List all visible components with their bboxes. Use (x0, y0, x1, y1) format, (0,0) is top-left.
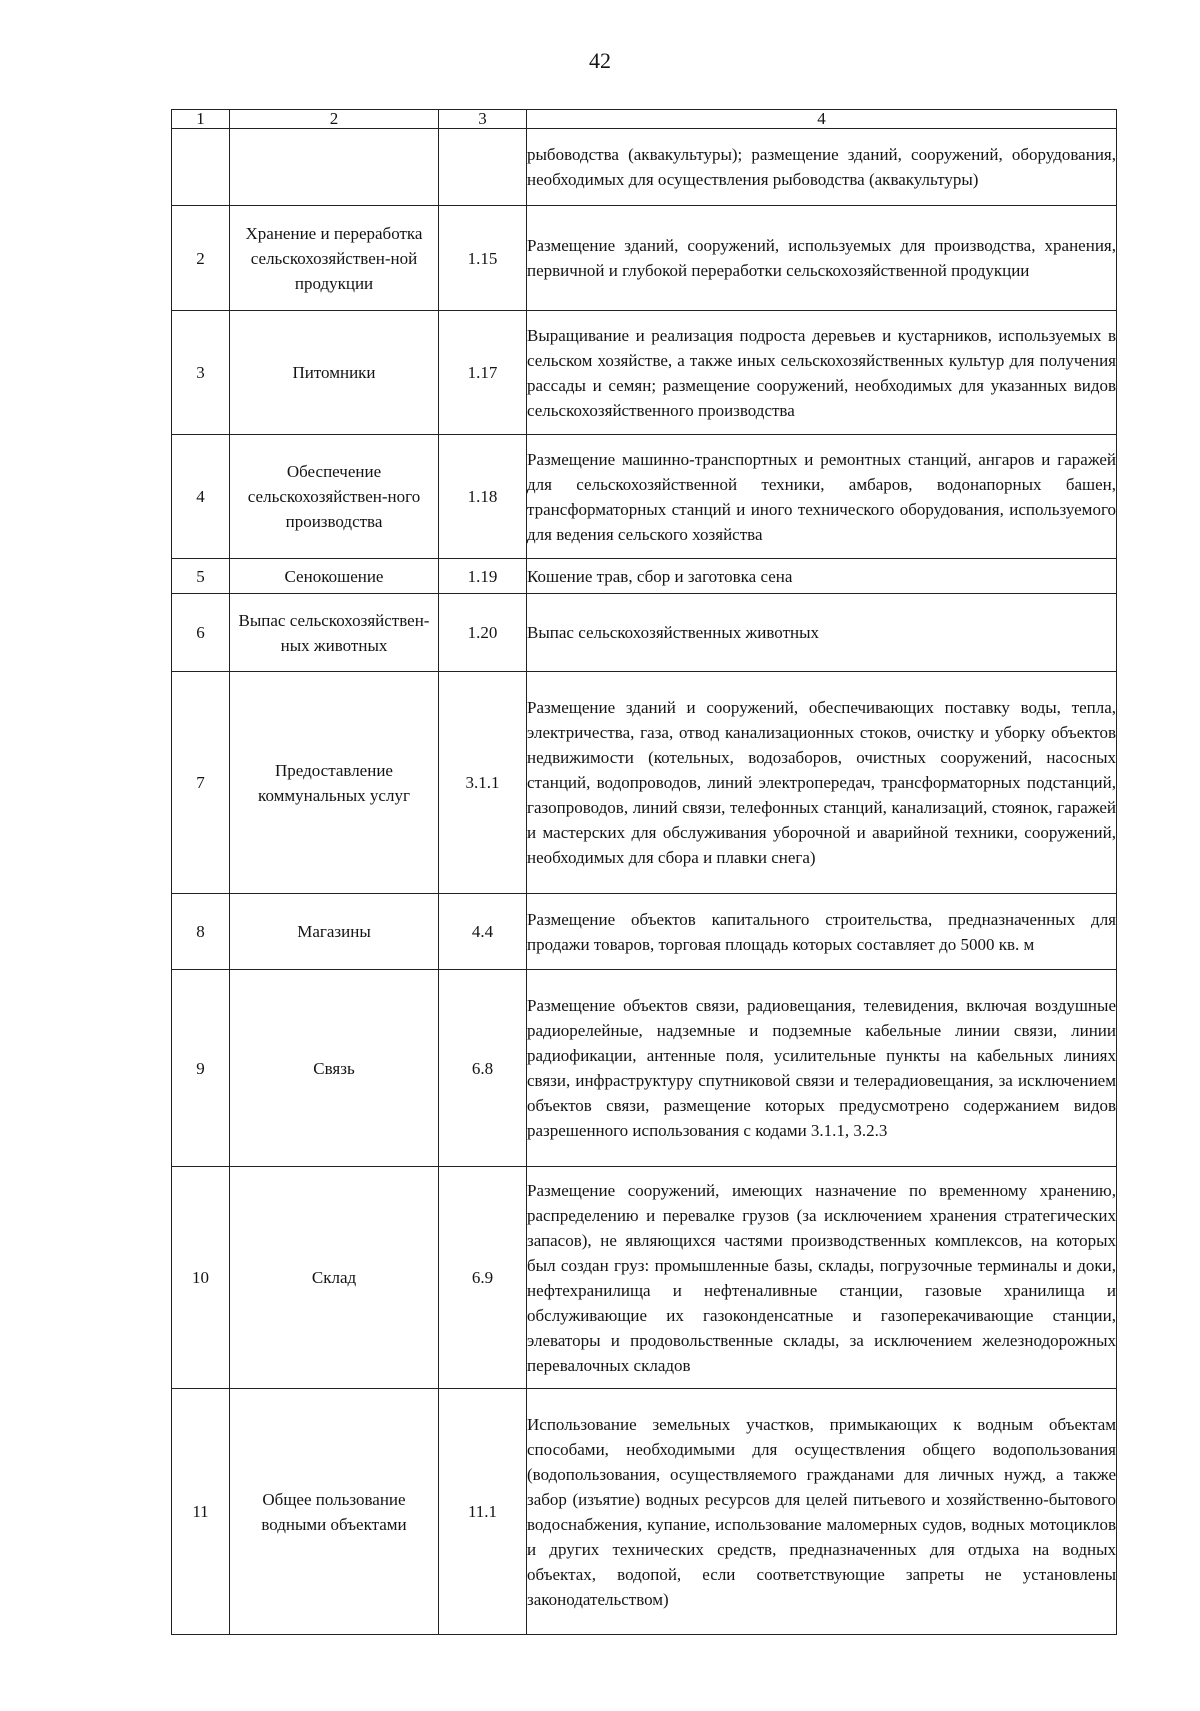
table-row (172, 594, 1117, 672)
page-number: 42 (589, 48, 611, 73)
use-type-code: 3.1.1 (439, 672, 527, 894)
row-number: 7 (172, 672, 230, 894)
use-type-code: 6.8 (439, 970, 527, 1167)
use-type-description: Размещение объектов связи, радиовещания, телевидения, включая воздушные радиорелейные, надземные и подземные кабельные линии связи, линии радиофикации, антенные поля, усилительные пункты на кабельных линиях связи, инфраструктуру спутниковой связи и телерадиовещания, за исключением объектов связи, размещение которых предусмотрено содержанием видов разрешенного использования с кодами 3.1.1, 3.2.3 (527, 970, 1117, 1167)
row-number: 9 (172, 970, 230, 1167)
use-type-description: Выращивание и реализация подроста деревьев и кустарников, используемых в сельском хозяйстве, а также иных сельскохозяйственных культур для получения рассады и семян; размещение сооружений, необходимых для указанных видов сельскохозяйственного производства (527, 311, 1117, 435)
row-number: 2 (172, 206, 230, 311)
use-type-name: Выпас сельскохозяйствен-ных животных (230, 594, 439, 672)
row-number: 10 (172, 1167, 230, 1389)
use-type-name: Склад (230, 1167, 439, 1389)
use-type-description: Использование земельных участков, примыкающих к водным объектам способами, необходимыми для осуществления общего водопользования (водопользования, осуществляемого гражданами для личных нужд, а также забор (изъятие) водных ресурсов для целей питьевого и хозяйственно-бытового водоснабжения, купание, использование маломерных судов, водных мотоциклов и других технических средств, предназначенных для отдыха на водных объектах, водопой, если соответствующие запреты не установлены законодательством) (527, 1389, 1117, 1635)
land-use-table (171, 109, 1117, 1635)
use-type-name: Общее пользование водными объектами (230, 1389, 439, 1635)
row-number: 6 (172, 594, 230, 672)
use-type-description: Размещение машинно-транспортных и ремонтных станций, ангаров и гаражей для сельскохозяйственной техники, амбаров, водонапорных башен, трансформаторных станций и иного технического оборудования, используемого для ведения сельского хозяйства (527, 435, 1117, 559)
row-number: 5 (172, 559, 230, 594)
column-number-4: 4 (527, 110, 1117, 129)
use-type-name: Сенокошение (230, 559, 439, 594)
use-type-code: 6.9 (439, 1167, 527, 1389)
table-row (172, 672, 1117, 894)
table-row (172, 206, 1117, 311)
use-type-description: Размещение объектов капитального строительства, предназначенных для продажи товаров, торговая площадь которых составляет до 5000 кв. м (527, 894, 1117, 970)
use-type-name: Предоставление коммунальных услуг (230, 672, 439, 894)
use-type-name: Магазины (230, 894, 439, 970)
table-row (172, 559, 1117, 594)
row-number: 8 (172, 894, 230, 970)
use-type-description: Кошение трав, сбор и заготовка сена (527, 559, 1117, 594)
use-type-name: Хранение и переработка сельскохозяйствен-ной продукции (230, 206, 439, 311)
use-type-description: Выпас сельскохозяйственных животных (527, 594, 1117, 672)
table-row (172, 970, 1117, 1167)
use-type-code: 1.17 (439, 311, 527, 435)
use-type-name: Обеспечение сельскохозяйствен-ного производства (230, 435, 439, 559)
use-type-name: Связь (230, 970, 439, 1167)
row-number: 4 (172, 435, 230, 559)
table-row (172, 1389, 1117, 1635)
table-row (172, 894, 1117, 970)
row-number: 11 (172, 1389, 230, 1635)
use-type-code: 1.15 (439, 206, 527, 311)
column-number-2: 2 (230, 110, 439, 129)
use-type-name (230, 129, 439, 206)
row-number: 3 (172, 311, 230, 435)
table-row (172, 311, 1117, 435)
column-number-header-row (172, 110, 1117, 129)
table-row (172, 435, 1117, 559)
use-type-description: Размещение сооружений, имеющих назначение по временному хранению, распределению и перевалке грузов (за исключением хранения стратегических запасов), не являющихся частями производственных комплексов, на которых был создан груз: промышленные базы, склады, погрузочные терминалы и доки, нефтехранилища и нефтеналивные станции, газовые хранилища и обслуживающие их газоконденсатные и газоперекачивающие станции, элеваторы и продовольственные склады, за исключением железнодорожных перевалочных складов (527, 1167, 1117, 1389)
use-type-code: 11.1 (439, 1389, 527, 1635)
table-row (172, 129, 1117, 206)
use-type-description: Размещение зданий, сооружений, используемых для производства, хранения, первичной и глубокой переработки сельскохозяйственной продукции (527, 206, 1117, 311)
use-type-code: 1.19 (439, 559, 527, 594)
row-number (172, 129, 230, 206)
use-type-code: 1.20 (439, 594, 527, 672)
table-row (172, 1167, 1117, 1389)
use-type-description: рыбоводства (аквакультуры); размещение зданий, сооружений, оборудования, необходимых для осуществления рыбоводства (аквакультуры) (527, 129, 1117, 206)
column-number-1: 1 (172, 110, 230, 129)
use-type-code: 1.18 (439, 435, 527, 559)
use-type-code: 4.4 (439, 894, 527, 970)
use-type-description: Размещение зданий и сооружений, обеспечивающих поставку воды, тепла, электричества, газа, отвод канализационных стоков, очистку и уборку объектов недвижимости (котельных, водозаборов, очистных сооружений, насосных станций, водопроводов, линий электропередач, трансформаторных подстанций, газопроводов, линий связи, телефонных станций, канализаций, стоянок, гаражей и мастерских для обслуживания уборочной и аварийной техники, сооружений, необходимых для сбора и плавки снега) (527, 672, 1117, 894)
use-type-code (439, 129, 527, 206)
column-number-3: 3 (439, 110, 527, 129)
use-type-name: Питомники (230, 311, 439, 435)
